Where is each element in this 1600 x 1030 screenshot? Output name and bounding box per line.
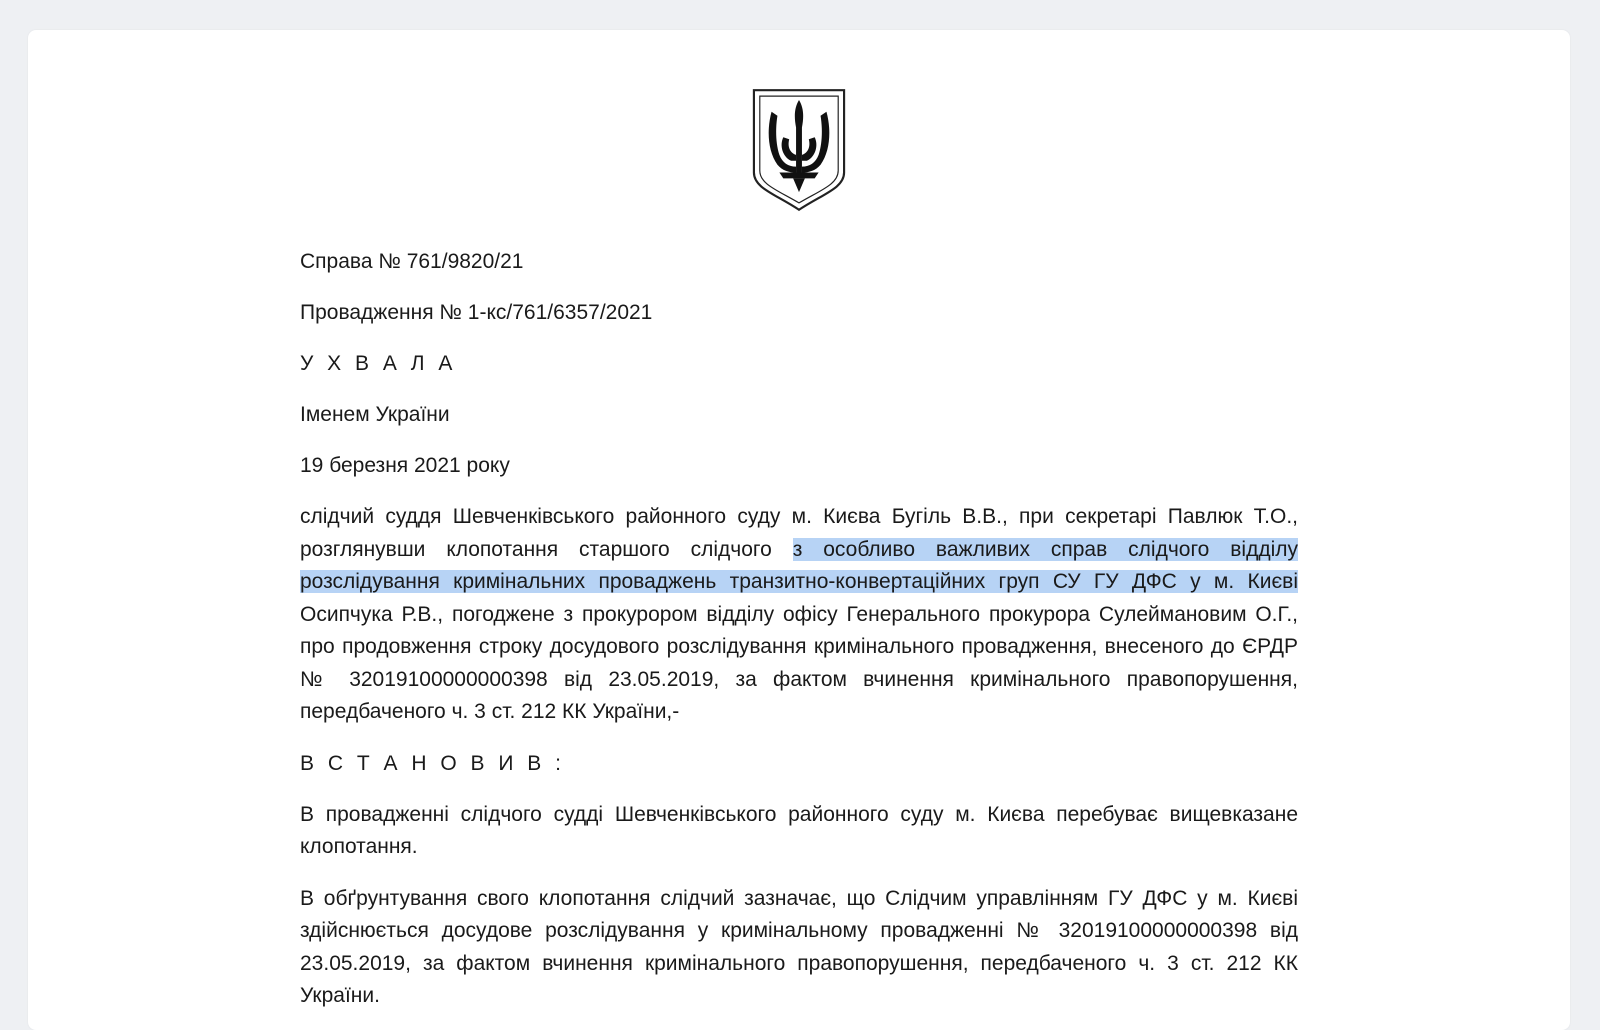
ruling-date: 19 березня 2021 року	[300, 454, 510, 477]
document-text	[300, 246, 1298, 1013]
trident-coat-of-arms-icon	[750, 86, 848, 214]
case-number: Справа № 761/9820/21	[300, 250, 524, 273]
intro-text-before-selection: слідчий суддя Шевченківського районного суду м. Києва Бугіль В.В., при секретарі Павлюк Т.О., розглянувши клопотання старшого слідчого	[300, 505, 1298, 561]
intro-text-after-selection: Осипчука Р.В., погоджене з прокурором відділу офісу Генерального прокурора Сулеймановим О.Г., про продовження строку досудового розслідування кримінального провадження, внесеного до ЄРДР № 32019100000000398 від 23.05.2019, за фактом вчинення кримінального правопорушення, передбаченого ч. 3 ст. 212 КК України,-	[300, 602, 1298, 723]
in-name-of-ukraine: Іменем України	[300, 403, 450, 426]
ruling-heading: У Х В А Л А	[300, 352, 457, 375]
paragraph-1: В провадженні слідчого судді Шевченківського районного суду м. Києва перебуває вищевказане клопотання.	[300, 802, 1298, 858]
established-heading: В С Т А Н О В И В :	[300, 751, 565, 775]
paragraph-2: В обґрунтування свого клопотання слідчий зазначає, що Слідчим управлінням ГУ ДФС у м. Києві здійснюється досудове розслідування у кримінальному провадженні № 32019100000000398 від 23.05.2019, за фактом вчинення кримінального правопорушення, передбаченого ч. 3 ст. 212 КК України.	[300, 886, 1298, 1007]
document-page	[28, 30, 1570, 1030]
selected-text[interactable]: з особливо важливих справ слідчого відділу розслідування кримінальних проваджень транзитно-конвертаційних груп СУ ГУ ДФС у м. Києві	[300, 537, 1298, 593]
intro-paragraph[interactable]	[300, 501, 1298, 729]
proceeding-number: Провадження № 1-кс/761/6357/2021	[300, 301, 653, 324]
